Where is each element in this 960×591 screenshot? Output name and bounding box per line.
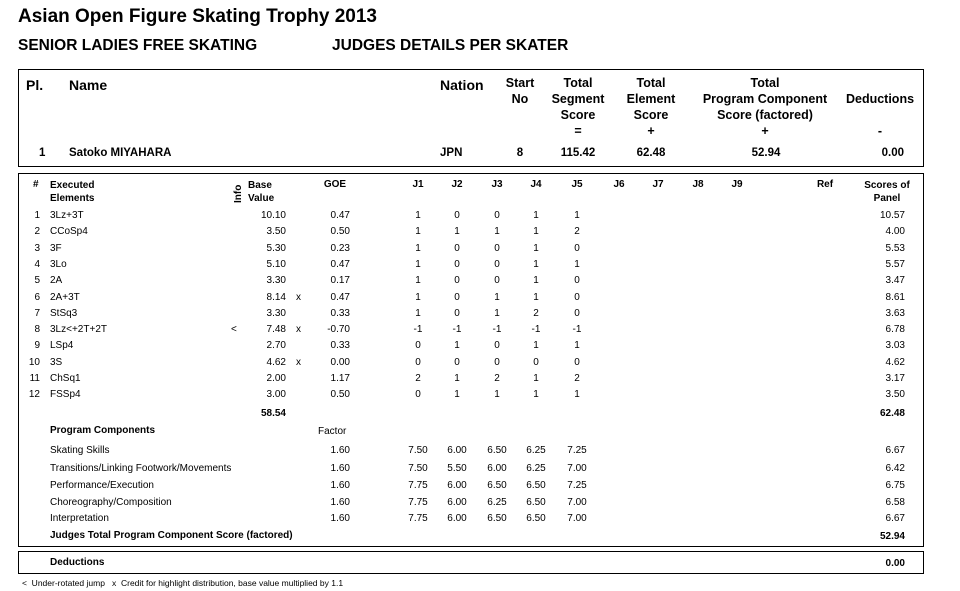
nation-header: Nation: [440, 77, 484, 93]
component-name: Skating Skills: [50, 445, 110, 456]
component-judge-score: 6.50: [487, 445, 507, 456]
component-judge-score: 7.50: [408, 445, 428, 456]
deductions-box: [18, 551, 924, 574]
component-judge-score: 6.00: [447, 513, 467, 524]
element-judge-score: 1: [415, 307, 421, 319]
element-base-value: 5.10: [266, 258, 286, 270]
element-judge-score: 0: [454, 356, 460, 368]
element-panel-score: 6.78: [885, 324, 905, 336]
element-panel-score: 4.62: [885, 356, 905, 368]
element-judge-score: -1: [452, 324, 462, 336]
element-judge-score: 1: [494, 307, 500, 319]
element-judge-score: 1: [415, 226, 421, 238]
element-number: 11: [29, 373, 40, 384]
element-goe: 0.47: [330, 291, 350, 303]
component-panel-score: 6.42: [885, 463, 905, 474]
component-factor: 1.60: [330, 480, 350, 491]
element-judge-score: 1: [533, 373, 539, 384]
judge-header: J9: [731, 179, 743, 190]
element-goe: 0.50: [330, 226, 350, 238]
element-name: 3F: [50, 242, 62, 254]
element-panel-score: 10.57: [879, 210, 905, 221]
component-panel-score: 6.67: [885, 513, 905, 524]
elements-panel-total: 62.48: [879, 408, 905, 419]
element-number: 10: [28, 356, 40, 368]
element-judge-score: 1: [533, 242, 539, 254]
element-judge-score: 0: [415, 356, 421, 368]
component-judge-score: 6.00: [447, 445, 467, 456]
element-judge-score: -1: [572, 324, 582, 336]
element-number: 8: [34, 324, 40, 336]
component-judge-score: 6.50: [526, 513, 546, 524]
element-panel-score: 5.53: [885, 242, 905, 254]
skater-nation: JPN: [440, 147, 463, 159]
start-no-header: Start No: [505, 76, 535, 106]
component-judge-score: 7.25: [567, 445, 587, 456]
component-judge-score: 5.50: [447, 463, 467, 474]
element-goe: 1.17: [330, 373, 350, 384]
element-base-value: 3.30: [266, 307, 286, 319]
element-base-value: 2.00: [266, 373, 286, 384]
component-judge-score: 6.50: [526, 480, 546, 491]
element-judge-score: 1: [574, 210, 580, 221]
component-factor: 1.60: [330, 497, 350, 508]
element-info: <: [231, 324, 237, 336]
element-judge-score: 1: [574, 389, 580, 401]
component-panel-score: 6.67: [885, 445, 905, 456]
judge-header: J8: [692, 179, 704, 190]
element-judge-score: 1: [533, 291, 539, 303]
element-name: 3S: [50, 356, 63, 368]
element-goe: 0.50: [330, 389, 350, 401]
component-factor: 1.60: [330, 463, 350, 474]
component-judge-score: 7.00: [567, 497, 587, 508]
judge-header: J7: [652, 179, 664, 190]
component-judge-score: 6.50: [487, 480, 507, 491]
element-judge-score: 1: [454, 373, 460, 384]
element-judge-score: 1: [494, 389, 500, 401]
element-name: 2A: [50, 275, 63, 287]
name-header: Name: [69, 77, 108, 93]
judge-header: J4: [530, 179, 542, 190]
element-goe: 0.23: [330, 242, 350, 254]
component-panel-score: 6.75: [885, 480, 905, 491]
element-judge-score: 1: [533, 226, 539, 238]
element-name: LSp4: [50, 340, 74, 352]
element-judge-score: 1: [533, 340, 539, 352]
element-base-value: 5.30: [266, 242, 286, 254]
info-header: Info: [233, 184, 244, 203]
component-judge-score: 6.00: [487, 463, 507, 474]
component-judge-score: 6.25: [526, 445, 546, 456]
element-number: 3: [34, 242, 40, 254]
element-judge-score: 1: [494, 226, 500, 238]
element-judge-score: 1: [454, 389, 460, 401]
component-name: Performance/Execution: [50, 480, 154, 491]
element-judge-score: 1: [415, 242, 421, 254]
component-judge-score: 6.50: [487, 513, 507, 524]
element-judge-score: 0: [533, 356, 539, 368]
element-name: 3Lz+3T: [50, 210, 84, 221]
element-judge-score: 0: [415, 340, 421, 352]
page-title: Asian Open Figure Skating Trophy 2013: [18, 6, 377, 27]
element-judge-score: -1: [413, 324, 423, 336]
component-judge-score: 7.00: [567, 513, 587, 524]
element-panel-score: 4.00: [885, 226, 905, 238]
judge-header: J5: [571, 179, 583, 190]
element-judge-score: 1: [454, 340, 460, 352]
element-judge-score: 1: [454, 226, 460, 238]
element-base-value: 10.10: [260, 210, 286, 221]
element-judge-score: 0: [454, 291, 460, 303]
element-base-value: 2.70: [266, 340, 286, 352]
element-number: 9: [34, 340, 40, 352]
ref-header: Ref: [816, 179, 834, 190]
judge-header: J2: [451, 179, 463, 190]
component-judge-score: 6.50: [526, 497, 546, 508]
component-judge-score: 7.75: [408, 513, 428, 524]
element-goe: 0.33: [330, 307, 350, 319]
tss-header: Total Segment Score =: [551, 76, 605, 138]
element-panel-score: 3.17: [885, 373, 905, 384]
report-title: JUDGES DETAILS PER SKATER: [332, 37, 569, 54]
element-goe: 0.17: [330, 275, 350, 287]
element-judge-score: 0: [415, 389, 421, 401]
element-judge-score: 1: [574, 258, 580, 270]
element-base-value: 3.30: [266, 275, 286, 287]
element-judge-score: 0: [574, 356, 580, 368]
skater-pcs: 52.94: [751, 147, 781, 159]
element-base-value: 3.00: [266, 389, 286, 401]
skater-rank: 1: [39, 147, 46, 159]
element-judge-score: 1: [494, 291, 500, 303]
component-factor: 1.60: [330, 445, 350, 456]
deductions-value: 0.00: [885, 558, 905, 569]
tes-header: Total Element Score +: [626, 76, 676, 138]
skater-tss: 115.42: [560, 147, 596, 159]
element-name: 2A+3T: [50, 291, 80, 303]
element-panel-score: 8.61: [885, 291, 905, 303]
component-judge-score: 7.50: [408, 463, 428, 474]
components-total: 52.94: [879, 531, 905, 542]
executed-elements-header: Executed Elements: [50, 180, 95, 204]
components-heading: Program Components: [50, 425, 156, 436]
element-judge-score: 0: [454, 242, 460, 254]
component-name: Choreography/Composition: [50, 497, 172, 508]
element-bonus-mark: x: [296, 324, 301, 336]
element-number: 12: [28, 389, 40, 401]
element-judge-score: 0: [494, 356, 500, 368]
element-panel-score: 3.50: [885, 389, 905, 401]
element-judge-score: 1: [415, 210, 421, 221]
judge-header: J6: [613, 179, 625, 190]
element-judge-score: 1: [415, 291, 421, 303]
element-number: 1: [34, 210, 40, 221]
element-bonus-mark: x: [296, 291, 301, 303]
element-judge-score: 0: [494, 242, 500, 254]
element-judge-score: 2: [494, 373, 500, 384]
element-name: ChSq1: [50, 373, 81, 384]
element-judge-score: 0: [494, 340, 500, 352]
base-value-header: Base Value: [248, 180, 275, 204]
element-base-value: 8.14: [266, 291, 286, 303]
component-judge-score: 6.00: [447, 497, 467, 508]
skater-start-no: 8: [516, 147, 524, 159]
deductions-label: Deductions: [50, 557, 105, 568]
component-judge-score: 6.25: [526, 463, 546, 474]
element-judge-score: 0: [494, 210, 500, 221]
element-name: CCoSp4: [50, 226, 88, 238]
component-judge-score: 7.75: [408, 480, 428, 491]
element-base-value: 7.48: [266, 324, 286, 336]
judge-header: J3: [491, 179, 503, 190]
skater-name: Satoko MIYAHARA: [69, 147, 172, 159]
element-panel-score: 5.57: [885, 258, 905, 270]
element-panel-score: 3.63: [885, 307, 905, 319]
element-judge-score: -1: [492, 324, 502, 336]
component-name: Interpretation: [50, 513, 109, 524]
element-judge-score: 0: [454, 210, 460, 221]
component-factor: 1.60: [330, 513, 350, 524]
element-goe: 0.47: [330, 210, 350, 221]
element-panel-score: 3.47: [885, 275, 905, 287]
element-judge-score: 0: [574, 307, 580, 319]
element-bonus-mark: x: [296, 356, 301, 368]
element-judge-score: 1: [533, 389, 539, 401]
element-number: 6: [34, 291, 40, 303]
element-base-value: 4.62: [266, 356, 286, 368]
component-panel-score: 6.58: [885, 497, 905, 508]
category-title: SENIOR LADIES FREE SKATING: [18, 37, 258, 54]
element-goe: -0.70: [327, 324, 350, 336]
footnote: < Under-rotated jump x Credit for highlight distribution, base value multiplied by 1.1: [22, 578, 344, 588]
element-name: FSSp4: [50, 389, 81, 401]
panel-header: Scores of Panel: [864, 180, 910, 204]
component-judge-score: 7.75: [408, 497, 428, 508]
element-judge-score: 1: [533, 275, 539, 287]
element-number: 2: [34, 226, 40, 238]
component-judge-score: 6.25: [487, 497, 507, 508]
pcs-header: Total Program Component Score (factored) +: [702, 76, 828, 138]
element-judge-score: 1: [415, 258, 421, 270]
element-judge-score: 1: [533, 210, 539, 221]
element-num-header: #: [33, 179, 39, 190]
element-goe: 0.00: [330, 356, 350, 368]
component-judge-score: 7.25: [567, 480, 587, 491]
element-name: 3Lz<+2T+2T: [50, 324, 107, 336]
element-judge-score: 0: [494, 258, 500, 270]
skater-tes: 62.48: [636, 147, 666, 159]
element-name: 3Lo: [50, 258, 67, 270]
element-base-value: 3.50: [266, 226, 286, 238]
element-judge-score: 1: [574, 340, 580, 352]
component-name: Transitions/Linking Footwork/Movements: [50, 463, 232, 474]
element-panel-score: 3.03: [885, 340, 905, 352]
element-judge-score: 2: [574, 373, 580, 384]
element-judge-score: 2: [574, 226, 580, 238]
element-judge-score: 0: [494, 275, 500, 287]
component-judge-score: 7.00: [567, 463, 587, 474]
element-name: StSq3: [50, 307, 78, 319]
element-goe: 0.47: [330, 258, 350, 270]
element-judge-score: 2: [533, 307, 539, 319]
element-judge-score: 1: [533, 258, 539, 270]
elements-base-total: 58.54: [260, 408, 286, 419]
component-judge-score: 6.00: [447, 480, 467, 491]
element-judge-score: 2: [415, 373, 421, 384]
element-judge-score: 0: [574, 291, 580, 303]
element-number: 5: [34, 275, 40, 287]
goe-header: GOE: [323, 179, 347, 190]
element-judge-score: 0: [454, 258, 460, 270]
skater-deductions: 0.00: [881, 147, 904, 159]
element-judge-score: 0: [454, 307, 460, 319]
element-judge-score: -1: [531, 324, 541, 336]
element-judge-score: 0: [574, 242, 580, 254]
components-total-label: Judges Total Program Component Score (factored): [50, 530, 293, 541]
element-judge-score: 1: [415, 275, 421, 287]
rank-header: Pl.: [26, 77, 44, 93]
element-number: 4: [34, 258, 40, 270]
element-judge-score: 0: [454, 275, 460, 287]
element-goe: 0.33: [330, 340, 350, 352]
element-number: 7: [34, 307, 40, 319]
element-judge-score: 0: [574, 275, 580, 287]
judge-header: J1: [412, 179, 424, 190]
deductions-header: Deductions -: [845, 92, 915, 138]
factor-header: Factor: [318, 426, 347, 437]
